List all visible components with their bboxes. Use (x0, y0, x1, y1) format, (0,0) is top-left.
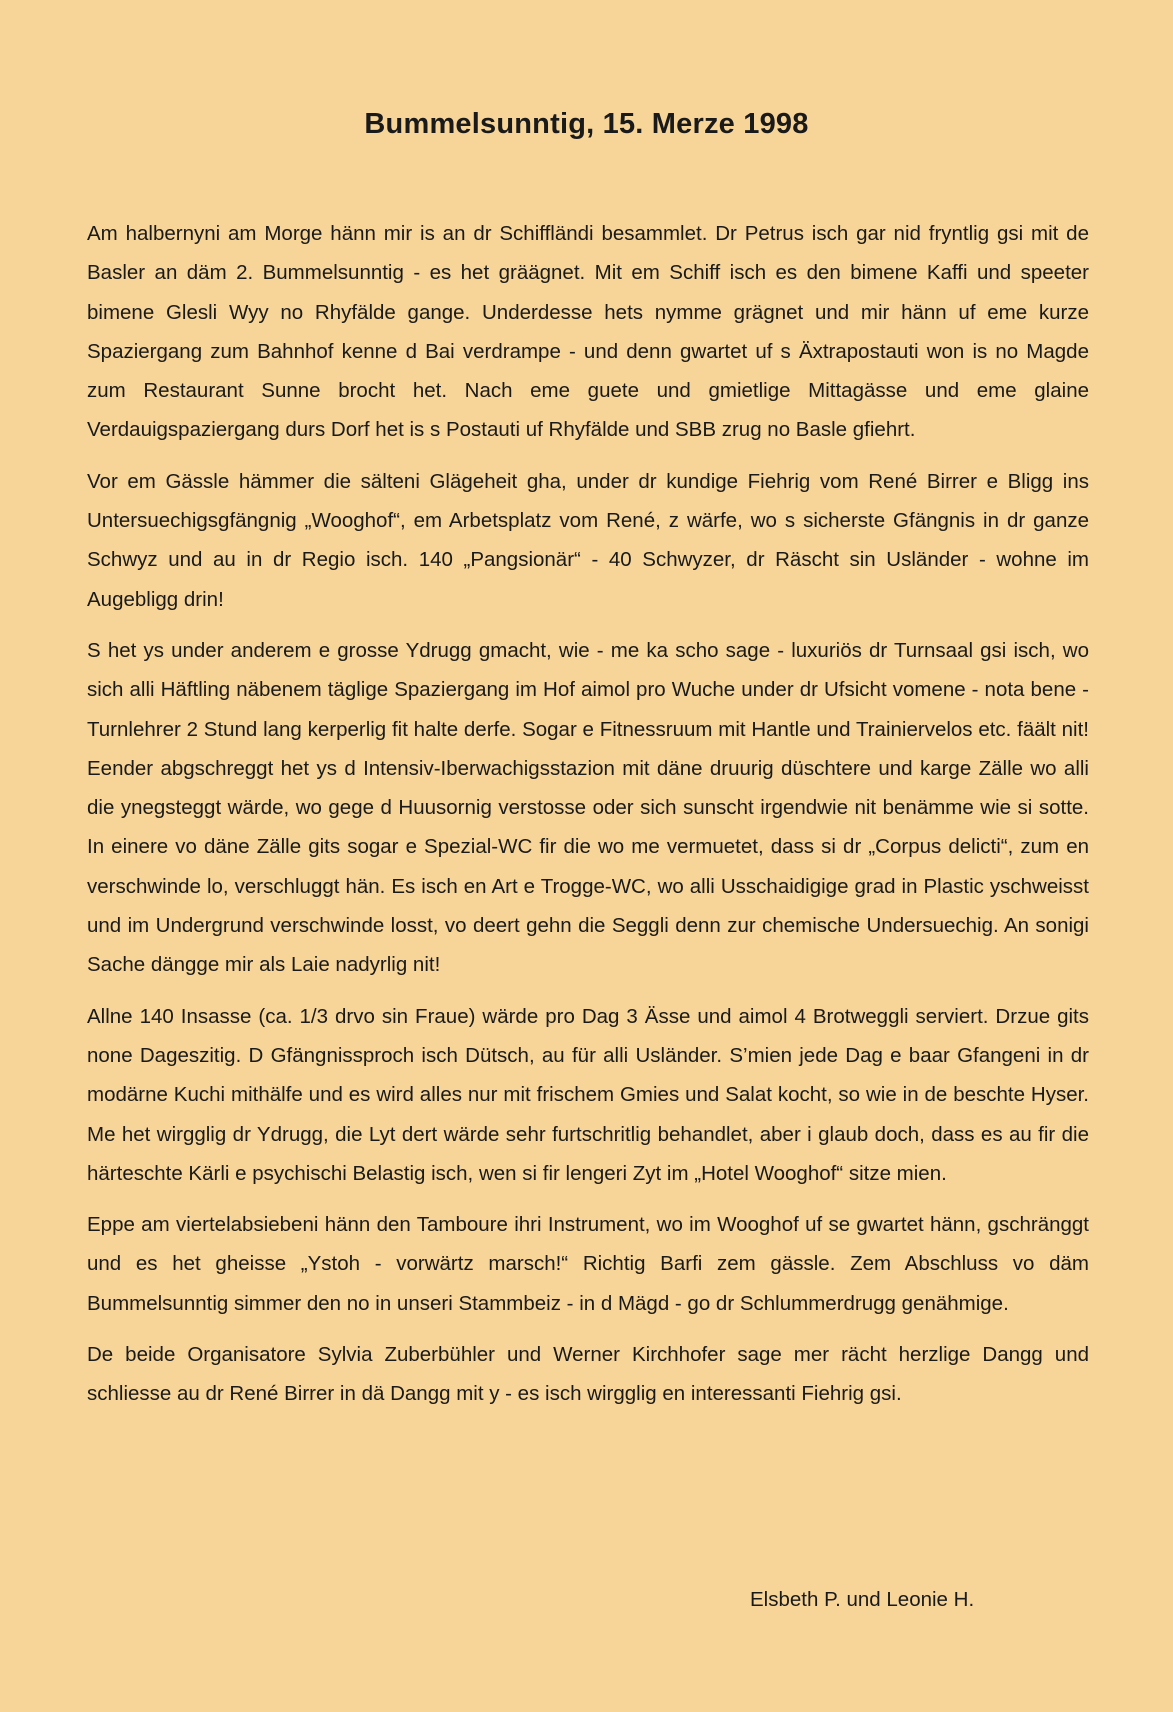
author-signature: Elsbeth P. und Leonie H. (750, 1588, 975, 1611)
document-title: Bummelsunntig, 15. Merze 1998 (364, 108, 809, 140)
document-body (87, 214, 1089, 1426)
paragraph-6: De beide Organisatore Sylvia Zuberbühler und Werner Kirchhofer sage mer rächt herzlige Dangg und schliesse au dr René Birrer in dä Dangg mit y - es isch wirgglig en interessanti Fiehrig gsi. (87, 1343, 1089, 1406)
paragraph-5: Eppe am viertelabsiebeni hänn den Tamboure ihri Instrument, wo im Wooghof uf se gwartet hänn, gschränggt und es het gheisse „Ystoh - vorwärtz marsch!“ Richtig Barfi zem gässle. Zem Abschluss vo däm Bummelsunntig simmer den no in unseri Stammbeiz - in d Mägd - go dr Schlummerdrugg genähmige. (87, 1213, 1089, 1315)
paragraph-2: Vor em Gässle hämmer die sälteni Glägeheit gha, under dr kundige Fiehrig vom René Birrer e Bligg ins Untersuechigsgfängnig „Wooghof“, em Arbetsplatz vom René, z wärfe, wo s sicherste Gfängnis in dr ganze Schwyz und au in dr Regio isch. 140 „Pangsionär“ - 40 Schwyzer, dr Räscht sin Usländer - wohne im Augebligg drin! (87, 469, 1089, 611)
paragraph-4: Allne 140 Insasse (ca. 1/3 drvo sin Fraue) wärde pro Dag 3 Ässe und aimol 4 Brotweggli serviert. Drzue gits none Dageszitig. D Gfängnissproch isch Dütsch, au für alli Usländer. S’mien jede Dag e baar Gfangeni in dr modärne Kuchi mithälfe und es wird alles nur mit frischem Gmies und Salat kocht, so wie in de beschte Hyser. Me het wirgglig dr Ydrugg, die Lyt dert wärde sehr furtschritlig behandlet, aber i glaub doch, dass es au fir die härteschte Kärli e psychischi Belastig isch, wen si fir lengeri Zyt im „Hotel Wooghof“ sitze mien. (87, 1004, 1089, 1185)
paragraph-1: Am halbernyni am Morge hänn mir is an dr Schiffländi besammlet. Dr Petrus isch gar nid fryntlig gsi mit de Basler an däm 2. Bummelsunntig - es het gräägnet. Mit em Schiff isch es den bimene Kaffi und speeter bimene Glesli Wyy no Rhyfälde gange. Underdesse hets nymme grägnet und mir hänn uf eme kurze Spaziergang zum Bahnhof kenne d Bai verdrampe - und denn gwartet uf s Äxtrapostauti won is no Magde zum Restaurant Sunne brocht het. Nach eme guete und gmietlige Mittagässe und eme glaine Verdauigspaziergang durs Dorf het is s Postauti uf Rhyfälde und SBB zrug no Basle gfiehrt. (87, 222, 1089, 442)
paragraph-3: S het ys under anderem e grosse Ydrugg gmacht, wie - me ka scho sage - luxuriös dr Turnsaal gsi isch, wo sich alli Häftling näbenem täglige Spaziergang im Hof aimol pro Wuche under dr Ufsicht vomene - nota bene - Turnlehrer 2 Stund lang kerperlig fit halte derfe. Sogar e Fitnessruum mit Hantle und Trainiervelos etc. fäält nit! Eender abgschreggt het ys d Intensiv-Iberwachigsstazion mit däne druurig düschtere und karge Zälle wo alli die ynegsteggt wärde, wo gege d Huusornig verstosse oder sich sunscht irgendwie nit benämme wie si sotte. In einere vo däne Zälle gits sogar e Spezial-WC fir die wo me vermuetet, dass si dr „Corpus delicti“, zum en verschwinde lo, verschluggt hän. Es isch en Art e Trogge-WC, wo alli Usschaidigige grad in Plastic yschweisst und im Undergrund verschwinde losst, vo deert gehn die Seggli denn zur chemische Undersuechig. An sonigi Sache dängge mir als Laie nadyrlig nit! (87, 638, 1089, 977)
